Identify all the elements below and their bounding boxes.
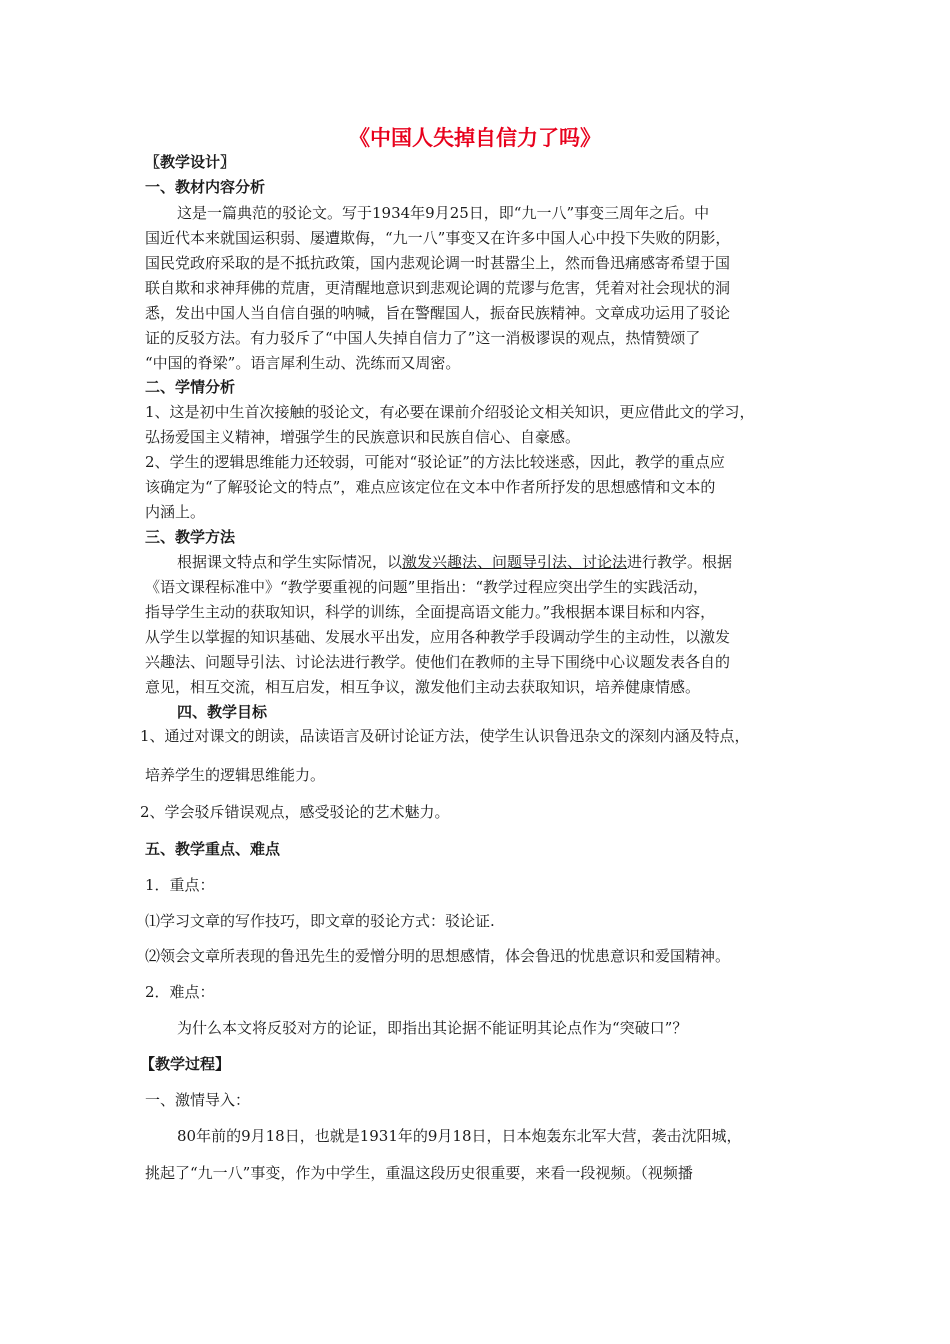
method-underlined-text: 激发兴趣法、问题导引法、讨论法	[402, 553, 628, 571]
paragraph-line: 1、这是初中生首次接触的驳论文，有必要在课前介绍驳论文相关知识，更应借此文的学习，	[145, 403, 755, 421]
heading-teaching-method: 三、教学方法	[145, 528, 236, 546]
heading-teaching-goals: 四、教学目标	[177, 703, 268, 721]
section-heading-design: 〖教学设计〗	[145, 153, 236, 171]
paragraph-line	[177, 552, 732, 572]
heading-material-analysis: 一、教材内容分析	[145, 178, 266, 196]
paragraph-line: 内涵上。	[145, 503, 206, 521]
paragraph-line: 挑起了“九一八”事变，作为中学生，重温这段历史很重要，来看一段视频。（视频播	[145, 1164, 693, 1182]
paragraph-line: 联自欺和求神拜佛的荒唐，更清醒地意识到悲观论调的荒谬与危害，凭着对社会现状的洞	[145, 279, 731, 297]
paragraph-line: 国近代本来就国运积弱、屡遭欺侮，“九一八”事变又在许多中国人心中投下失败的阴影，	[145, 229, 731, 247]
paragraph-line: 培养学生的逻辑思维能力。	[145, 766, 326, 784]
paragraph-line: 1、通过对课文的朗读，品读语言及研讨论证方法，使学生认识鲁迅杂文的深刻内涵及特点，	[140, 727, 750, 745]
paragraph-line: 这是一篇典范的驳论文。写于1934年9月25日，即“九一八”事变三周年之后。中	[177, 204, 710, 222]
paragraph-line: ⑴学习文章的写作技巧，即文章的驳论方式：驳论证.	[145, 912, 495, 930]
paragraph-line: 《语文课程标准中》“教学要重视的问题”里指出：“教学过程应突出学生的实践活动，	[145, 578, 709, 596]
paragraph-line: 证的反驳方法。有力驳斥了“中国人失掉自信力了”这一消极谬误的观点，热情赞颂了	[145, 329, 701, 347]
paragraph-line: 该确定为“了解驳论文的特点”，难点应该定位在文本中作者所抒发的思想感情和文本的	[145, 478, 716, 496]
method-text-before: 根据课文特点和学生实际情况，以	[177, 553, 403, 571]
heading-introduction: 一、激情导入：	[145, 1091, 251, 1109]
paragraph-line: “中国的脊梁”。语言犀利生动、洗练而又周密。	[145, 354, 461, 372]
heading-student-analysis: 二、学情分析	[145, 378, 236, 396]
paragraph-line: 2．难点：	[145, 983, 215, 1001]
paragraph-line: ⑵领会文章所表现的鲁迅先生的爱憎分明的思想感情，体会鲁迅的忧患意识和爱国精神。	[145, 947, 731, 965]
paragraph-line: 指导学生主动的获取知识，科学的训练，全面提高语文能力。”我根据本课目标和内容，	[145, 603, 716, 621]
paragraph-line: 2、学会驳斥错误观点，感受驳论的艺术魅力。	[140, 803, 450, 821]
paragraph-line: 兴趣法、问题导引法、讨论法进行教学。使他们在教师的主导下围绕中心议题发表各自的	[145, 653, 731, 671]
paragraph-line: 意见，相互交流，相互启发，相互争议，激发他们主动去获取知识，培养健康情感。	[145, 678, 701, 696]
method-text-after: 进行教学。根据	[627, 553, 733, 571]
paragraph-line: 弘扬爱国主义精神，增强学生的民族意识和民族自信心、自豪感。	[145, 428, 581, 446]
paragraph-line: 国民党政府采取的是不抵抗政策，国内悲观论调一时甚嚣尘上，然而鲁迅痛感寄希望于国	[145, 254, 731, 272]
paragraph-line: 悉，发出中国人当自信自强的呐喊，旨在警醒国人，振奋民族精神。文章成功运用了驳论	[145, 304, 731, 322]
paragraph-line: 从学生以掌握的知识基础、发展水平出发，应用各种教学手段调动学生的主动性，以激发	[145, 628, 731, 646]
paragraph-line: 1．重点：	[145, 876, 215, 894]
document-title: 《中国人失掉自信力了吗》	[349, 125, 601, 150]
heading-key-difficult-points: 五、教学重点、难点	[145, 840, 281, 858]
section-heading-process: 【教学过程】	[140, 1055, 231, 1073]
paragraph-line: 80年前的9月18日，也就是1931年的9月18日，日本炮轰东北军大营，袭击沈阳城，	[177, 1127, 742, 1145]
paragraph-line: 为什么本文将反驳对方的论证，即指出其论据不能证明其论点作为“突破口”？	[177, 1019, 688, 1037]
paragraph-line: 2、学生的逻辑思维能力还较弱，可能对“驳论证”的方法比较迷惑，因此，教学的重点应	[145, 453, 725, 471]
